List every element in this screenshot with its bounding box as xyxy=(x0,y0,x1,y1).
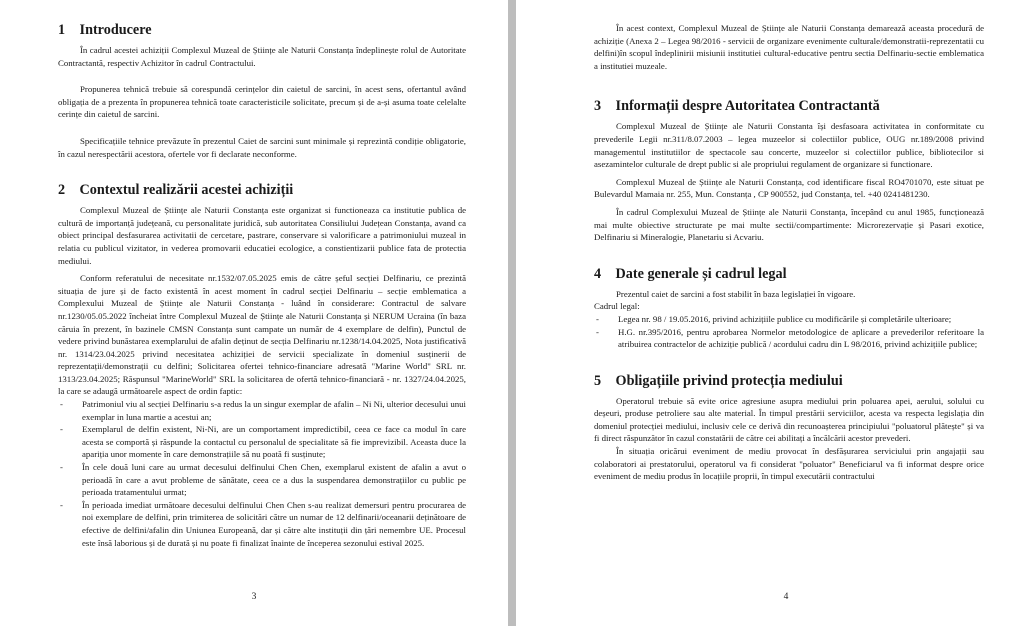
paragraph: Complexul Muzeal de Științe ale Naturii Constanța este organizat si functioneaza ca institutie publica de cultură de importanță județeană, cu personalitate juridică, sub autoritatea Consiliului Județean Constanța, avand ca obiect principal desfasurarea activitatii de cercetare, pastrare, conservare si valorificare a patrimoniului muzeal in relatia cu publicul vizitator, in vederea promovarii educatiei ecologice, a constientizarii publice fata de protectia mediului. xyxy=(58,205,466,266)
section-4-heading: 4 Date generale și cadrul legal xyxy=(594,265,787,282)
paragraph: Complexul Muzeal de Științe ale Naturii Constanța, cod identificare fiscal RO4701070, este situat pe Bulevardul Mamaia nr. 255, Mun. Constanța , CP 900552, jud Constanța, tel. +40 0241481230. xyxy=(594,176,984,200)
page-separator xyxy=(508,0,516,626)
legal-list xyxy=(594,313,984,351)
list-item: - Patrimoniul viu al secției Delfinariu s-a redus la un singur exemplar de afalin – Ni Ni, ulterior decesului unui exemplar in luna martie a acestui an; xyxy=(60,399,466,422)
paragraph: Prezentul caiet de sarcini a fost stabilit în baza legislației în vigoare. xyxy=(616,288,856,299)
fact-list xyxy=(58,398,466,549)
section-1-heading: 1 Introducere xyxy=(58,22,152,38)
document-page-left xyxy=(0,0,508,626)
list-item: - În cele două luni care au urmat decesului delfinului Chen Chen, exemplarul existent de afalin a avut o perioadă în care a avut probleme de sănătate, ceea ce a dus la suspendarea demonstrațiilor cu public pe perioada tratamentului urmat; xyxy=(60,462,466,498)
section-5-heading: 5 Obligațiile privind protecția mediului xyxy=(594,372,843,389)
section-2-heading: 2 Contextul realizării acestei achiziții xyxy=(58,182,294,199)
paragraph: În cadrul Complexului Muzeal de Științe ale Naturii Constanța, începând cu anul 1985, funcționează mai multe obiective structurate pe mai multe sectii/compartimente: Microrezervație și Pasari exotice, Delfinariu si Mineralogie, Planetariu si Acvariu. xyxy=(594,206,984,243)
paragraph: În situația oricărui eveniment de mediu provocat în desfășurarea serviciului prin angajații sau colaboratori ai prestatorului, operatorul va fi considerat "poluator" Beneficiarul va fi informat despre orice eveniment de mediu produs în locațiile proprii, în timpul executării contractului xyxy=(594,446,984,482)
paragraph: În acest context, Complexul Muzeal de Științe ale Naturii Constanța demarează aceasta procedură de achiziție (Anexa 2 – Legea 98/2016 - servicii de organizare evenimente culturale/demonstratii-reprezentatii cu delfini)în scopul îndeplinirii misiunii institutiei cultural-educative pentru sectia Delfinariu-sectie emblematica a institutiei muzeale. xyxy=(594,23,984,71)
list-item: - Legea nr. 98 / 19.05.2016, privind achizițiile publice cu modificările și completările ulterioare; xyxy=(596,313,952,324)
paragraph: Conform referatului de necesitate nr.1532/07.05.2025 emis de către șeful secției Delfinariu, ce prezintă situația de jure și de facto existentă în acest moment în cadrul secției Delfinariu – secție emblematica a Complexului Muzeal de Științe ale Naturii Constanța - luând în considerare: Contractul de salvare nr.1230/05.05.2022 încheiat între Complexul Muzeal de Științe ale Naturii Constanța și NERUM Ucraina (în baza căruia în prezent, în bazinele CMSN Constanța sunt campate un număr de 4 exemplare de delfin), Punctul de vedere privind bunăstarea exemplarului de afalin deținut de secția Delfinariu nr.1238/14.04.2025, Nota justificativă nr. 1314/23.04.2025 privind necesitatea achiziției de servicii specializate în domeniul susținerii de reprezentații/demonstrații cu delfini; Solicitarea ofertei tehnico-financiare adresată "Marine World" SRL nr. 1313/23.04.2025; Răspunsul "MarineWorld" SRL la solicitarea de ofertă tehnico-financiară - nr. 1327/24.04.2025, la care se adaugă următoarele aspect de ordin faptic: xyxy=(58,273,466,397)
document-page-right xyxy=(516,0,1024,626)
legal-framework-label: Cadrul legal: xyxy=(594,301,640,312)
page-number: 4 xyxy=(783,592,789,602)
paragraph: Complexul Muzeal de Științe ale Naturii Constanta își desfasoara activitatea in conformitate cu prevederile Legii nr.311/8.07.2003 – legea muzeelor si colectiilor publice, OUG nr.189/2008 privind managementul institutiilor de spectacole sau concerte, muzeelor si colectiilor publice, bibliotecilor si asezamintelor culturale de drept public si ale propriului regulament de organizare si functionare. xyxy=(594,121,984,170)
section-3-heading: 3 Informații despre Autoritatea Contractantă xyxy=(594,98,880,115)
list-item: - Exemplarul de delfin existent, Ni-Ni, are un comportament impredictibil, ceea ce face ca modul în care acesta se comportă și răspunde la contactul cu personalul de specialitate să fie imprevizibil. Aceasta duce la apariția unor momente în care demonstrațiile să nu poată fi susținute; xyxy=(60,424,466,460)
paragraph: Propunerea tehnică trebuie să corespundă cerințelor din caietul de sarcini, în acest sens, ofertantul având obligația de a prezenta în propunerea tehnică toate caracteristicile solicitate, precum și de a-și asuma toate celelalte cerințe din caietul de sarcini. xyxy=(58,84,466,120)
list-item: - H.G. nr.395/2016, pentru aprobarea Normelor metodologice de aplicare a prevederilor referitoare la atribuirea contractelor de achiziție publică / acordului cadru din L 98/2016, privind achizițiile publice; xyxy=(596,326,984,350)
page-number: 3 xyxy=(251,592,257,602)
paragraph: Operatorul trebuie să evite orice agresiune asupra mediului prin poluarea apei, aerului, solului cu deșeuri, produse petroliere sau alte material. În timpul prestării serviciilor, acesta va respecta legislația din domeniul protecției mediului, inclusiv cele ce derivă din recunoașterea principiului "poluatorul plătește" și va fi direct răspunzător în cazul constatării de către cei abilitați a încălcării acestor prevederi. xyxy=(594,395,984,444)
list-item: - În perioada imediat următoare decesului delfinului Chen Chen s-au realizat demersuri pentru procurarea de noi exemplare de delfini, prin trimiterea de solicitări către un numar de 12 delfinarii/oceanarii deținătoare de efective de delfini/afalin din Uniunea Europeană, dar și către alte instituții din țări nemembre UE. Procesul este însă laborious și de durată și nu poate fi finalizat înainte de începerea sezonului estival 2025. xyxy=(60,499,466,548)
paragraph: În cadrul acestei achiziții Complexul Muzeal de Științe ale Naturii Constanța îndeplinește rolul de Autoritate Contractantă, respectiv Achizitor în cadrul Contractului. xyxy=(58,45,466,68)
paragraph: Specificațiile tehnice prevăzute în prezentul Caiet de sarcini sunt minimale și reprezintă condiție obligatorie, în cazul nerespectării acestora, ofertele vor fi declarate neconforme. xyxy=(58,135,466,159)
